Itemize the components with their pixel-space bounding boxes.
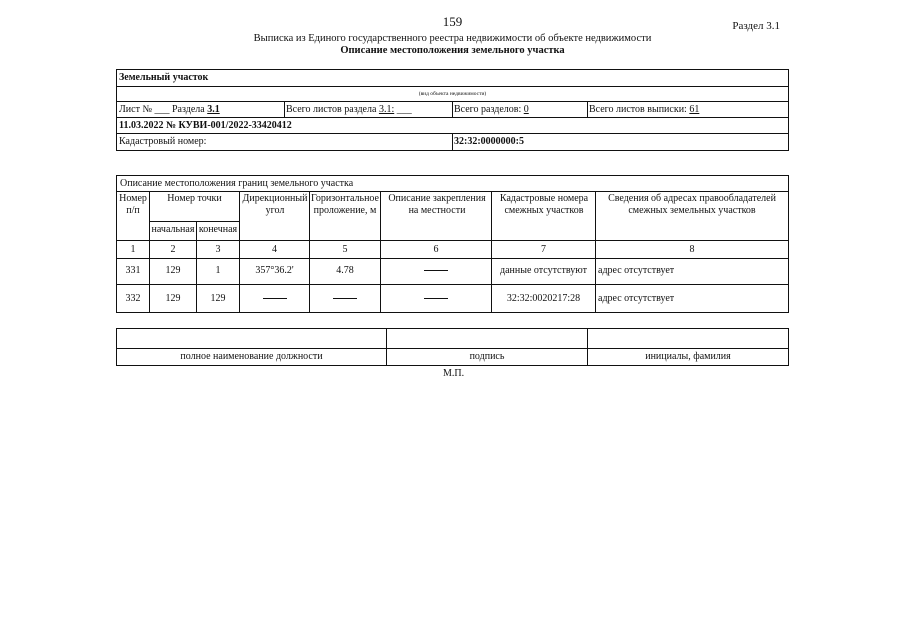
sections-total-label: Всего разделов: (454, 104, 522, 115)
sheets-in-section (286, 104, 412, 115)
table-row-fixing (381, 293, 491, 304)
cadastral-label: Кадастровый номер: (119, 136, 207, 147)
divider (452, 101, 453, 117)
col-number: 6 (433, 244, 439, 255)
sign-label: подпись (469, 351, 505, 362)
sheet-label: Лист № (119, 104, 152, 115)
section-value: 3.1 (207, 104, 220, 115)
divider (117, 86, 788, 87)
header-num-label: Номер п/п (119, 193, 147, 216)
document-subtitle: Описание местоположения земельного участка (340, 45, 565, 56)
col-number: 8 (689, 244, 695, 255)
table-row-owners: адрес отсутствует (598, 293, 675, 304)
divider (149, 221, 239, 222)
header-fixing: Описание закрепления на местности (388, 193, 486, 216)
table-row-end: 129 (210, 293, 226, 304)
table-caption: Описание местоположения границ земельного участка (120, 178, 354, 189)
object-info-box (116, 69, 789, 151)
divider (117, 191, 788, 192)
header-end: конечная (198, 224, 238, 235)
header-owners: Сведения об адресах правообладателей смежных земельных участков (608, 193, 776, 216)
name-label: инициалы, фамилия (645, 351, 731, 362)
divider (117, 240, 788, 241)
col-number: 1 (130, 244, 136, 255)
table-row-direction (240, 293, 309, 304)
col-number: 4 (272, 244, 277, 255)
table-row-start: 129 (165, 265, 181, 276)
header-num (117, 193, 149, 217)
object-type: Земельный участок (119, 72, 209, 83)
header-distance: Горизонтальное проложение, м (311, 193, 379, 216)
divider (587, 101, 588, 117)
col-number: 2 (170, 244, 176, 255)
sheets-in-section-label: Всего листов раздела (286, 104, 377, 115)
section-label-inline: Раздела (171, 104, 205, 115)
divider (117, 117, 788, 118)
object-type-caption: (вид объекта недвижимости) (418, 91, 487, 97)
sections-total (454, 104, 529, 115)
signature-block (116, 328, 789, 366)
table-row-distance (310, 293, 380, 304)
section-label: Раздел 3.1 (732, 20, 780, 32)
date-number: 11.03.2022 № КУВИ-001/2022-33420412 (119, 120, 292, 131)
header-point-num: Номер точки (167, 193, 222, 204)
sheets-total-value: 61 (689, 104, 700, 115)
sheets-total (589, 104, 699, 115)
divider (117, 348, 788, 349)
table-row-distance: 4.78 (336, 265, 354, 276)
cadastral-value: 32:32:0000000:5 (454, 136, 524, 147)
divider (284, 101, 285, 117)
sheets-in-section-blank: ___ (396, 104, 412, 115)
divider (117, 258, 788, 259)
sheet-info (119, 104, 220, 115)
col-number: 3 (215, 244, 221, 255)
header-direction: Дирекционный угол (242, 193, 308, 216)
stamp-label: М.П. (443, 368, 465, 379)
position-label: полное наименование должности (180, 351, 323, 362)
header-adjacent: Кадастровые номера смежных участков (499, 193, 589, 216)
table-row-num: 332 (125, 293, 141, 304)
sheets-total-label: Всего листов выписки: (589, 104, 687, 115)
table-row-fixing (381, 265, 491, 276)
document-title: Выписка из Единого государственного реестра недвижимости об объекте недвижимости (253, 33, 652, 44)
col-number: 5 (342, 244, 348, 255)
table-row-start: 129 (165, 293, 181, 304)
sheets-in-section-value: 3.1: (378, 104, 395, 115)
sections-total-value: 0 (523, 104, 529, 115)
page-number: 159 (442, 14, 463, 29)
divider (117, 284, 788, 285)
table-row-adjacent: данные отсутствуют (500, 265, 587, 276)
table-row-direction: 357°36.2' (255, 265, 294, 276)
sheet-value: ___ (154, 104, 170, 115)
col-number: 7 (541, 244, 546, 255)
divider (452, 133, 453, 150)
header-start: начальная (151, 224, 195, 235)
table-row-adjacent: 32:32:0020217:28 (506, 293, 581, 304)
boundary-table (116, 175, 789, 313)
table-row-owners: адрес отсутствует (598, 265, 675, 276)
table-row-num: 331 (125, 265, 141, 276)
table-row-end: 1 (215, 265, 221, 276)
